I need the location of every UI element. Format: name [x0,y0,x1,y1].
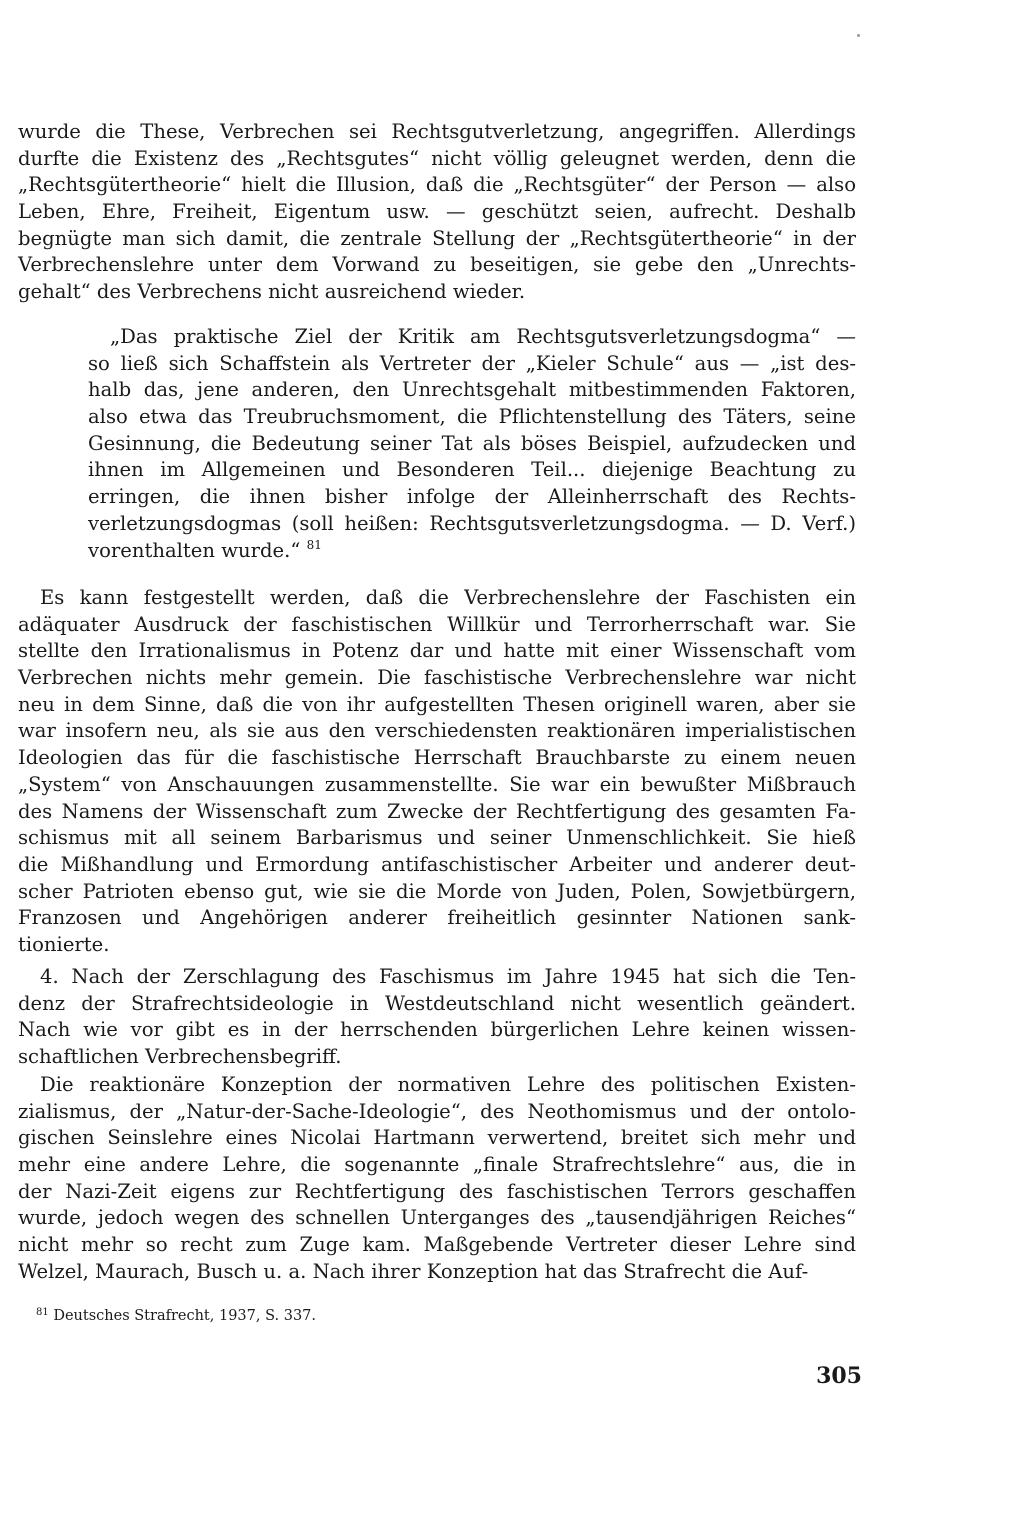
footnote-reference[interactable]: 81 [306,537,322,552]
text-line: schismus mit all seinem Barbarismus und seiner Unmenschlichkeit. Sie hieß [18,826,856,850]
text-line [88,538,856,565]
text-line: „Das praktische Ziel der Kritik am Rechtsgutsverletzungsdogma“ — [110,325,856,348]
text-line: Franzosen und Angehörigen anderer freiheitlich gesinnter Nationen sank- [18,906,856,930]
text-line: gischen Seinslehre eines Nicolai Hartmann verwertend, breitet sich mehr und [18,1126,856,1150]
text-line: Verbrechenslehre unter dem Vorwand zu beseitigen, sie gebe den „Unrechts- [18,253,856,277]
text-line: stellte den Irrationalismus in Potenz dar und hatte mit einer Wissenschaft vom [18,639,856,663]
text-line: mehr eine andere Lehre, die sogenannte „finale Strafrechtslehre“ aus, die in [18,1153,856,1177]
text-line: 4. Nach der Zerschlagung des Faschismus im Jahre 1945 hat sich die Ten- [40,965,856,988]
text-line: zialismus, der „Natur-der-Sache-Ideologie“, des Neothomismus und der ontolo- [18,1099,856,1123]
text-line: so ließ sich Schaffstein als Vertreter der „Kieler Schule“ aus — „ist des- [88,351,856,375]
text-line: neu in dem Sinne, daß die von ihr aufgestellten Thesen originell waren, aber sie [18,692,856,716]
footnote-text: Deutsches Strafrecht, 1937, S. 337. [53,1308,317,1324]
paragraph-nach-1945 [18,964,856,1071]
text-line: adäquater Ausdruck der faschistischen Willkür und Terrorherrschaft war. Sie [18,612,856,636]
text-line-content: vorenthalten wurde.“ [88,538,301,562]
text-line: „System“ von Anschauungen zusammenstellte. Sie war ein bewußter Mißbrauch [18,772,856,796]
text-line: Es kann festgestellt werden, daß die Verbrechenslehre der Faschisten ein [40,586,856,609]
text-line: denz der Strafrechtsideologie in Westdeutschland nicht wesentlich geändert. [18,991,856,1015]
text-line: des Namens der Wissenschaft zum Zwecke der Rechtfertigung des gesamten Fa- [18,799,856,823]
text-line: ihnen im Allgemeinen und Besonderen Teil... diejenige Beachtung zu [88,458,856,482]
text-line: durfte die Existenz des „Rechtsgutes“ nicht völlig geleugnet werden, denn die [18,146,856,170]
text-line: wurde, jedoch wegen des schnellen Unterganges des „tausendjährigen Reiches“ [18,1206,856,1230]
text-line: also etwa das Treubruchsmoment, die Pflichtenstellung des Täters, seine [88,405,856,429]
text-line: begnügte man sich damit, die zentrale Stellung der „Rechtsgütertheorie“ in der [18,226,856,250]
text-line: Nach wie vor gibt es in der herrschenden bürgerlichen Lehre keinen wissen- [18,1018,856,1042]
text-line: wurde die These, Verbrechen sei Rechtsgutverletzung, angegriffen. Allerdings [18,120,856,143]
text-line: Leben, Ehre, Freiheit, Eigentum usw. — geschützt seien, aufrecht. Deshalb [18,200,856,224]
text-line: Die reaktionäre Konzeption der normativen Lehre des politischen Existen- [40,1073,856,1096]
page-number: 305 [816,1363,862,1389]
text-line: Welzel, Maurach, Busch u. a. Nach ihrer Konzeption hat das Strafrecht die Auf- [18,1259,809,1283]
block-quote-schaffstein [88,324,856,564]
text-line: erringen, die ihnen bisher infolge der Alleinherrschaft des Rechts- [88,485,856,509]
paragraph-rechtsgut [18,119,856,306]
scan-speck [857,34,860,37]
text-line: der Nazi-Zeit eigens zur Rechtfertigung des faschistischen Terrors geschaffen [18,1179,856,1203]
text-line: Verbrechen nichts mehr gemein. Die faschistische Verbrechenslehre war nicht [18,666,856,690]
text-line: nicht mehr so recht zum Zuge kam. Maßgebende Vertreter dieser Lehre sind [18,1233,856,1257]
text-line: „Rechtsgütertheorie“ hielt die Illusion, daß die „Rechtsgüter“ der Person — also [18,173,856,197]
text-line: schaftlichen Verbrechensbegriff. [18,1045,342,1069]
text-line: Ideologien das für die faschistische Herrschaft Brauchbarste zu einem neuen [18,746,856,770]
paragraph-faschistische-verbrechenslehre [18,585,856,959]
text-line: gehalt“ des Verbrechens nicht ausreichend wieder. [18,280,526,304]
text-line: verletzungsdogmas (soll heißen: Rechtsgutsverletzungsdogma. — D. Verf.) [88,511,856,535]
text-line: scher Patrioten ebenso gut, wie sie die Morde von Juden, Polen, Sowjetbürgern, [18,879,856,903]
text-line: halb das, jene anderen, den Unrechtsgehalt mitbestimmenden Faktoren, [88,378,856,402]
paragraph-finale-strafrechtslehre [18,1072,856,1286]
footnote-number: 81 [36,1307,49,1318]
text-line: tionierte. [18,932,110,956]
footnote [36,1307,316,1325]
text-line: war insofern neu, als sie aus den verschiedensten reaktionären imperialistischen [18,719,856,743]
text-line: Gesinnung, die Bedeutung seiner Tat als böses Beispiel, aufzudecken und [88,431,856,455]
text-line: die Mißhandlung und Ermordung antifaschistischer Arbeiter und anderer deut- [18,852,856,876]
